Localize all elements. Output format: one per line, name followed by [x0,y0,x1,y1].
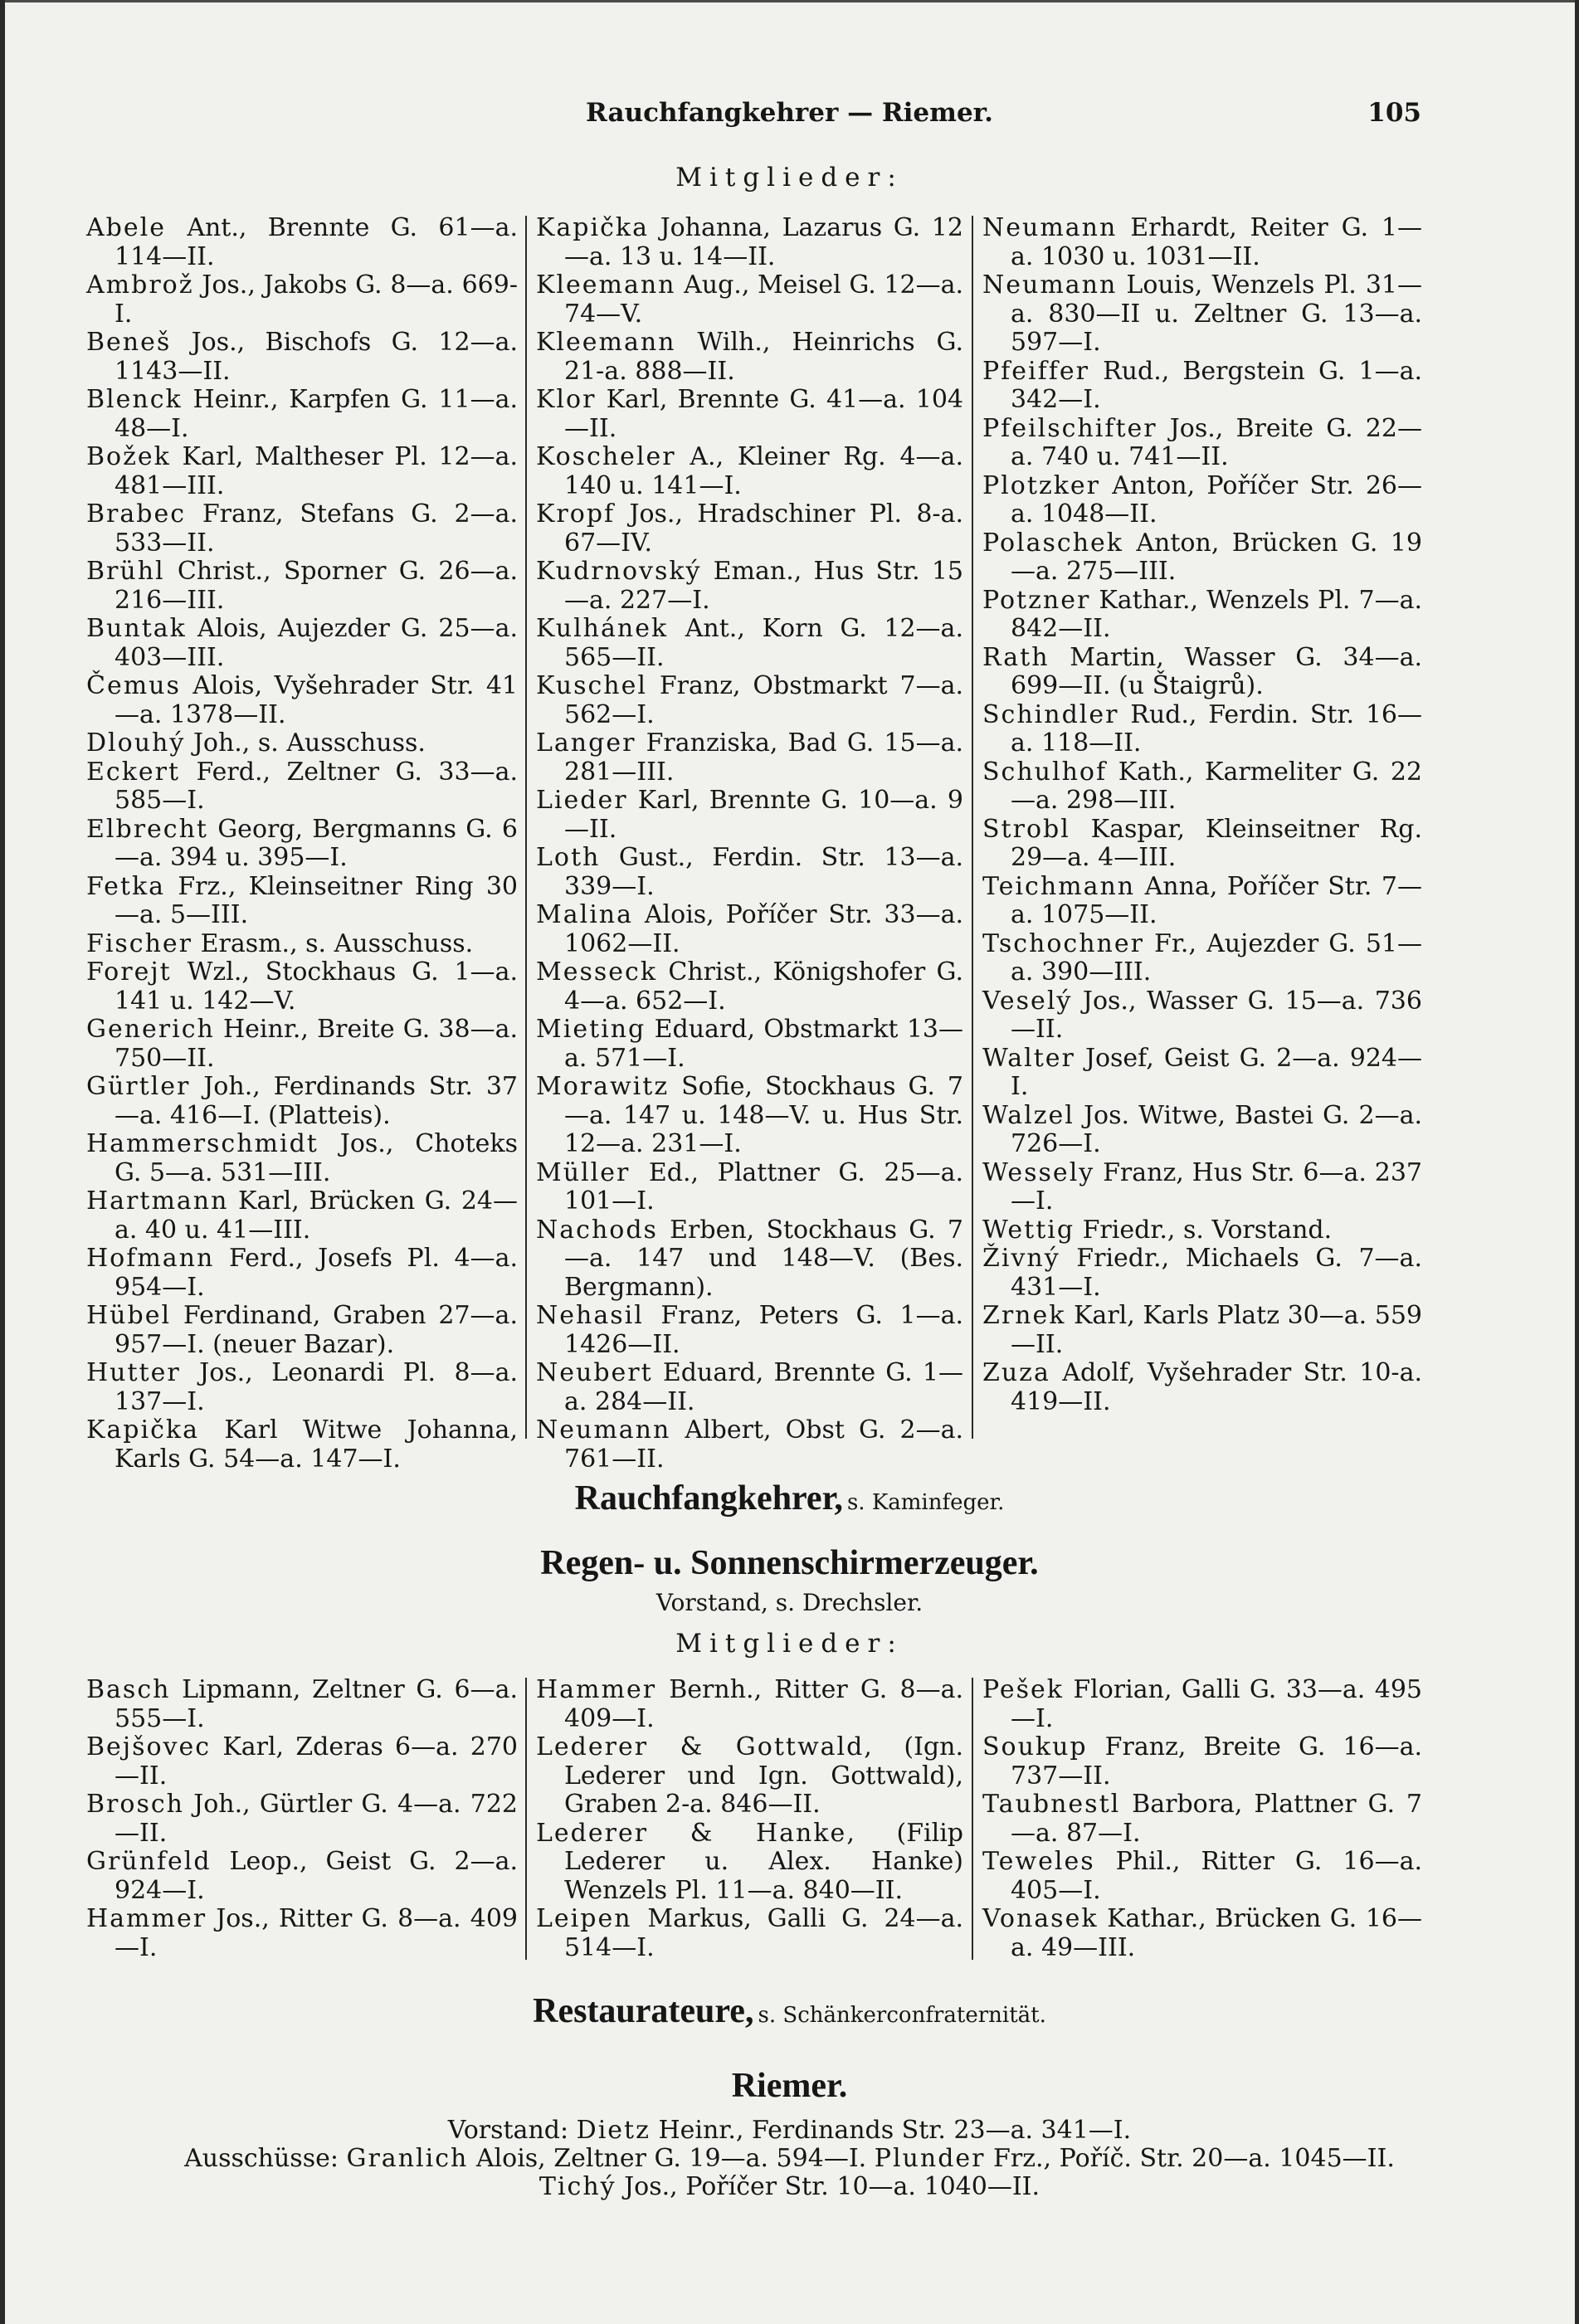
ausschuss-name: Plunder [874,2144,986,2173]
entry-name: Eckert [86,757,181,787]
entry-name: Kleemann [536,270,676,300]
entry-details: Karl, Brennte G. 10—a. 9—II. [564,786,963,844]
directory-entry [982,271,1422,358]
entry-details: (Ign. Lederer und Ign. Gottwald), Graben 2-a. 846—II. [564,1732,963,1819]
entry-details: Friedr., s. Vorstand. [1082,1215,1333,1245]
directory-entry [536,901,963,958]
mitglieder-heading: Mitglieder: [675,163,904,192]
directory-entry [86,930,518,959]
entry-name: Neumann [982,213,1118,242]
directory-entry [536,615,963,672]
entry-name: Zrnek [982,1301,1066,1330]
entry-name: Gürtler [86,1072,191,1101]
column-rule [525,216,527,1439]
entry-details: Karl, Brennte G. 41—a. 104—II. [564,385,963,443]
entry-details: Phil., Ritter G. 16—a. 405—I. [1011,1847,1422,1905]
entry-details: Alois, Poříčer Str. 33—a. 1062—II. [564,900,963,958]
entry-details: Ferdinand, Graben 27—a. 957—I. (neuer Bazar). [115,1301,518,1359]
directory-entry [536,844,963,901]
entry-details: Karl, Brücken G. 24—a. 40 u. 41—III. [115,1186,518,1245]
ausschuss-text: Frz., Poříč. Str. 20—a. 1045—II. [993,2144,1395,2173]
directory-entry [536,1733,963,1820]
directory-entry [86,958,518,1016]
directory-entry [536,729,963,787]
entry-name: Hammer [536,1675,657,1704]
entry-details: Heinr., Breite G. 38—a. 750—II. [115,1015,518,1073]
entry-details: Georg, Bergmanns G. 6—a. 394 u. 395—I. [115,814,518,872]
directory-entry [86,729,518,758]
entry-name: Pfeiffer [982,356,1089,386]
entry-name: Soukup [982,1732,1088,1761]
rauchfangkehrer-heading: Rauchfangkehrer, [574,1479,843,1518]
entry-name: Schulhof [982,757,1108,787]
directory-entry [86,1302,518,1359]
directory-entry [982,1733,1422,1791]
entry-name: Hammerschmidt [86,1129,319,1158]
regen-columns [86,1675,1422,1962]
running-head [0,98,1579,131]
members-columns [86,213,1423,1474]
directory-entry [86,1416,518,1474]
entry-details: Erasm., s. Ausschuss. [200,928,474,958]
entry-details: Albert, Obst G. 2—a. 761—II. [564,1415,963,1474]
directory-entry [86,1130,518,1187]
entry-name: Bejšovec [86,1732,212,1761]
directory-entry [982,930,1422,987]
entry-name: Ambrož [86,270,194,300]
directory-entry [982,1159,1422,1216]
directory-entry [86,873,518,930]
directory-entry [982,1216,1422,1245]
directory-entry [982,644,1422,701]
regen-mitglieder-heading: Mitglieder: [675,1629,904,1659]
directory-entry [86,758,518,816]
entry-details: Franz, Obstmarkt 7—a. 562—I. [564,671,963,729]
ausschuesse-label: Ausschüsse: [184,2144,339,2173]
entry-name: Potzner [982,585,1091,615]
entry-details: Rud., Ferdin. Str. 16—a. 118—II. [1011,699,1422,758]
column-rule [525,1678,527,1960]
entry-name: Hübel [86,1301,172,1330]
entry-name: Klor [536,385,597,414]
entry-details: Ant., Brennte G. 61—a. 114—II. [115,213,518,271]
directory-entry [536,1216,963,1303]
directory-entry [536,1905,963,1962]
entry-name: Neubert [536,1358,653,1387]
entry-details: Martin, Wasser G. 34—a. 699—II. (u Štaigrů). [1011,642,1422,700]
directory-entry [536,558,963,615]
entry-name: Pešek [982,1675,1064,1704]
entry-name: Teweles [982,1847,1095,1876]
entry-details: Adolf, Vyšehrader Str. 10-a. 419—II. [1011,1358,1422,1416]
entry-details: Frz., Kleinseitner Ring 30—a. 5—III. [115,871,518,929]
directory-entry [536,1359,963,1416]
entry-name: Brühl [86,557,165,586]
entry-details: Wzl., Stockhaus G. 1—a. 141 u. 142—V. [115,957,518,1016]
entry-name: Abele [86,213,166,242]
entry-name: Taubnestl [982,1790,1121,1819]
directory-entry [86,443,518,500]
entry-details: Lipmann, Zeltner G. 6—a. 555—I. [115,1675,518,1733]
directory-entry [86,1848,518,1905]
rauchfangkehrer-cross-ref [0,1479,1579,1518]
directory-entry [536,1676,963,1733]
entry-details: Alois, Aujezder G. 25—a. 403—III. [115,614,518,672]
members-column-3 [982,214,1422,1416]
entry-details: Ed., Plattner G. 25—a. 101—I. [564,1157,963,1216]
entry-details: Rud., Bergstein G. 1—a. 342—I. [1011,356,1423,414]
entry-name: Wettig [982,1215,1075,1245]
entry-name: Leipen [536,1904,632,1933]
directory-entry [982,1791,1422,1848]
entry-name: Generich [86,1015,215,1044]
entry-details: Christ., Sporner G. 26—a. 216—III. [115,557,518,615]
entry-name: Veselý [982,986,1073,1016]
directory-entry [536,787,963,844]
directory-entry [86,615,518,672]
entry-name: Kleemann [536,328,676,357]
entry-name: Neumann [536,1415,671,1445]
vorstand-name: Dietz [576,2116,651,2145]
riemer-heading: Riemer. [731,2067,848,2105]
directory-entry [536,1073,963,1159]
entry-name: Božek [86,442,171,471]
directory-entry [86,1791,518,1848]
entry-details: Joh., s. Ausschuss. [193,728,426,758]
directory-entry [86,1359,518,1416]
entry-name: Kuschel [536,671,647,700]
entry-details: Jos., Hradschiner Pl. 8-a. 67—IV. [564,499,963,558]
entry-details: Louis, Wenzels Pl. 31—a. 830—II u. Zeltner G. 13—a. 597—I. [1011,270,1422,357]
entry-name: Tschochner [982,928,1144,958]
entry-details: Fr., Aujezder G. 51—a. 390—III. [1011,928,1422,987]
entry-name: Brosch [86,1790,184,1819]
regen-column-3 [982,1676,1422,1962]
entry-name: Blenck [86,385,183,414]
directory-entry [86,672,518,729]
entry-name: Morawitz [536,1072,670,1101]
entry-details: Kathar., Wenzels Pl. 7—a. 842—II. [1011,585,1422,643]
entry-name: Müller [536,1157,631,1187]
entry-name: Kapička [536,213,649,242]
directory-entry [982,1045,1422,1102]
directory-entry [536,672,963,729]
entry-details: Anton, Brücken G. 19—a. 275—III. [1011,528,1422,586]
directory-entry [536,214,963,271]
page-number: 105 [1367,98,1421,128]
entry-name: Pfeilschifter [982,413,1157,443]
regen-vorstand: Vorstand, s. Drechsler. [655,1589,924,1616]
directory-entry [982,358,1422,415]
entry-details: Karl, Karls Platz 30—a. 559—II. [1011,1301,1422,1359]
entry-name: Vonasek [982,1904,1099,1933]
directory-entry [982,1245,1422,1302]
entry-name: Schindler [982,699,1119,729]
directory-entry [982,529,1422,587]
entry-name: Basch [86,1675,171,1704]
entry-name: Brabec [86,499,187,529]
directory-entry [536,1159,963,1216]
directory-entry [536,1016,963,1073]
entry-details: Wilh., Heinrichs G. 21-a. 888—II. [564,328,963,386]
regen-column-2 [536,1676,963,1962]
restaurateure-heading: Restaurateure, [533,1992,754,2030]
restaurateure-ref: s. Schänkerconfraternität. [758,2003,1046,2028]
vorstand-text: Heinr., Ferdinands Str. 23—a. 341—I. [658,2116,1132,2145]
entry-details: Joh., Ferdinands Str. 37—a. 416—I. (Platteis). [115,1072,518,1130]
entry-name: Dlouhý [86,728,186,758]
entry-details: Kath., Karmeliter G. 22—a. 298—III. [1011,757,1423,815]
directory-entry [86,386,518,443]
directory-entry [86,1676,518,1733]
directory-entry [86,558,518,615]
entry-details: (Filip Lederer u. Alex. Hanke) Wenzels Pl. 11—a. 840—II. [564,1818,963,1905]
entry-name: Walter [982,1043,1075,1073]
entry-name: Elbrecht [86,814,208,844]
directory-entry [982,1302,1422,1359]
entry-name: Lederer & Hanke, [536,1818,856,1848]
regen-column-1 [86,1676,518,1962]
ausschuss-text: Jos., Poříčer Str. 10—a. 1040—II. [624,2172,1040,2201]
directory-entry [86,329,518,386]
directory-entry [982,415,1422,472]
directory-entry [982,1359,1422,1416]
entry-name: Lieder [536,786,628,815]
entry-details: Jos., Bischofs G. 12—a. 1143—II. [115,328,518,386]
entry-name: Loth [536,843,601,872]
entry-details: Leop., Geist G. 2—a. 924—I. [115,1847,518,1905]
entry-details: Jos. Witwe, Bastei G. 2—a. 726—I. [1011,1100,1422,1158]
entry-details: Jos., Wasser G. 15—a. 736—II. [1011,986,1422,1044]
directory-entry [982,873,1422,930]
entry-details: Jos., Leonardi Pl. 8—a. 137—I. [115,1358,518,1416]
entry-details: Jos., Jakobs G. 8—a. 669-I. [115,270,518,329]
entry-details: Bernh., Ritter G. 8—a. 409—I. [564,1675,963,1733]
directory-entry [536,329,963,386]
entry-name: Malina [536,900,633,929]
directory-entry [86,1187,518,1245]
entry-name: Buntak [86,614,187,643]
column-rule [972,216,973,1439]
entry-details: Kaspar, Kleinseitner Rg. 29—a. 4—III. [1011,814,1422,872]
entry-details: Anna, Poříčer Str. 7—a. 1075—II. [1011,871,1422,929]
entry-name: Plotzker [982,470,1100,500]
riemer-vorstand-line [0,2116,1579,2145]
riemer-ausschuesse-line [0,2144,1579,2173]
entry-name: Čemus [86,671,181,700]
entry-name: Teichmann [982,871,1136,901]
members-column-2 [536,214,963,1474]
entry-details: Florian, Galli G. 33—a. 495—I. [1011,1675,1422,1733]
entry-name: Nachods [536,1215,658,1245]
entry-details: Sofie, Stockhaus G. 7—a. 147 u. 148—V. u. Hus Str. 12—a. 231—I. [564,1072,963,1158]
entry-details: Johanna, Lazarus G. 12—a. 13 u. 14—II. [564,213,963,271]
riemer-ausschuesse-line-2 [0,2172,1579,2201]
entry-name: Kudrnovský [536,557,702,586]
entry-details: Eman., Hus Str. 15—a. 227—I. [564,557,963,615]
entry-details: Heinr., Karpfen G. 11—a. 48—I. [115,385,518,443]
directory-entry [982,1676,1422,1733]
entry-details: Franz, Breite G. 16—a. 737—II. [1011,1732,1422,1791]
entry-name: Hammer [86,1904,207,1933]
entry-name: Fetka [86,871,166,901]
rauchfangkehrer-ref: s. Kaminfeger. [846,1490,1005,1515]
directory-entry [982,472,1422,529]
entry-details: Franziska, Bad G. 15—a. 281—III. [564,728,964,787]
entry-name: Kapička [86,1415,199,1445]
entry-name: Grünfeld [86,1847,212,1876]
directory-entry [982,816,1422,873]
entry-details: Markus, Galli G. 24—a. 514—I. [564,1904,963,1962]
directory-entry [982,1848,1422,1905]
entry-name: Mieting [536,1015,646,1044]
entry-details: Erben, Stockhaus G. 7—a. 147 und 148—V. (Bes. Bergmann). [564,1215,963,1302]
entry-details: Jos., Ritter G. 8—a. 409—I. [115,1904,518,1962]
directory-entry [536,1416,963,1474]
directory-entry [86,214,518,271]
entry-details: Karl, Zderas 6—a. 270—II. [115,1732,518,1791]
directory-entry [86,1733,518,1791]
directory-entry [536,1302,963,1359]
entry-details: Karl Witwe Johanna, Karls G. 54—a. 147—I. [115,1415,518,1474]
directory-entry [86,1245,518,1302]
directory-entry [536,1820,963,1906]
entry-details: Alois, Vyšehrader Str. 41—a. 1378—II. [115,671,518,729]
entry-details: Kathar., Brücken G. 16—a. 49—III. [1011,1904,1422,1962]
directory-entry [982,701,1422,758]
entry-name: Kropf [536,499,616,529]
riemer-section-title [0,2066,1579,2106]
directory-entry [982,1102,1422,1159]
entry-name: Fischer [86,928,193,958]
directory-entry [982,758,1422,816]
vorstand-label: Vorstand: [447,2116,569,2145]
directory-entry [536,500,963,558]
entry-name: Forejt [86,957,172,987]
directory-entry [982,587,1422,644]
entry-details: Franz, Hus Str. 6—a. 237—I. [1011,1157,1422,1216]
directory-entry [86,500,518,558]
entry-details: Barbora, Plattner G. 7—a. 87—I. [1011,1790,1422,1848]
entry-details: Eduard, Obstmarkt 13—a. 571—I. [564,1015,963,1073]
directory-entry [86,1073,518,1130]
entry-details: Gust., Ferdin. Str. 13—a. 339—I. [564,843,963,901]
entry-details: Christ., Königshofer G. 4—a. 652—I. [564,957,963,1016]
entry-details: Ferd., Zeltner G. 33—a. 585—I. [115,757,518,815]
directory-entry [536,958,963,1016]
members-column-1 [86,214,518,1474]
ausschuss-text: Alois, Zeltner G. 19—a. 594—I. [475,2144,867,2173]
entry-name: Beneš [86,328,172,357]
entry-details: Friedr., Michaels G. 7—a. 431—I. [1011,1244,1422,1302]
entry-name: Rath [982,642,1050,672]
running-title: Rauchfangkehrer — Riemer. [586,98,993,128]
entry-name: Živný [982,1244,1060,1273]
entry-details: Ant., Korn G. 12—a. 565—II. [564,614,963,672]
entry-details: Franz, Stefans G. 2—a. 533—II. [115,499,518,558]
entry-name: Hutter [86,1358,181,1387]
directory-entry [536,443,963,500]
entry-name: Walzel [982,1100,1075,1130]
ausschuss-name: Tichý [539,2172,616,2201]
entry-name: Wessely [982,1157,1095,1187]
entry-details: A., Kleiner Rg. 4—a. 140 u. 141—I. [564,442,963,500]
entry-details: Ferd., Josefs Pl. 4—a. 954—I. [115,1244,519,1302]
regen-section-title [0,1543,1579,1583]
directory-entry [982,1905,1422,1962]
directory-entry [86,1905,518,1962]
entry-name: Kulhánek [536,614,669,643]
entry-name: Langer [536,728,636,758]
column-rule [972,1678,973,1960]
entry-details: Karl, Maltheser Pl. 12—a. 481—III. [115,442,519,500]
directory-entry [982,987,1422,1045]
entry-details: Joh., Gürtler G. 4—a. 722—II. [115,1790,518,1848]
entry-name: Hofmann [86,1244,215,1273]
directory-entry [86,1016,518,1073]
entry-details: Jos., Breite G. 22—a. 740 u. 741—II. [1011,413,1422,471]
entry-details: Franz, Peters G. 1—a. 1426—II. [564,1301,963,1359]
directory-entry [86,816,518,873]
entry-name: Koscheler [536,442,676,471]
entry-name: Strobl [982,814,1070,844]
ausschuss-name: Granlich [346,2144,469,2173]
entry-details: Jos., Choteks G. 5—a. 531—III. [115,1129,518,1187]
entry-name: Messeck [536,957,657,987]
entry-details: Erhardt, Reiter G. 1—a. 1030 u. 1031—II. [1011,213,1422,271]
entry-details: Eduard, Brennte G. 1—a. 284—II. [564,1358,963,1416]
entry-details: Anton, Poříčer Str. 26—a. 1048—II. [1011,470,1423,529]
entry-name: Nehasil [536,1301,644,1330]
directory-entry [536,386,963,443]
entry-name: Lederer & Gottwald, [536,1732,874,1761]
entry-details: Josef, Geist G. 2—a. 924—I. [1011,1043,1422,1101]
entry-name: Hartmann [86,1186,229,1216]
entry-name: Zuza [982,1358,1050,1387]
directory-entry [982,214,1422,271]
entry-name: Polaschek [982,528,1123,558]
entry-name: Neumann [982,270,1118,300]
directory-entry [86,271,518,329]
entry-details: Aug., Meisel G. 12—a. 74—V. [564,270,963,329]
regen-heading: Regen- u. Sonnenschirmerzeuger. [540,1544,1039,1582]
restaurateure-cross-ref [0,1991,1579,2031]
directory-entry [536,271,963,329]
